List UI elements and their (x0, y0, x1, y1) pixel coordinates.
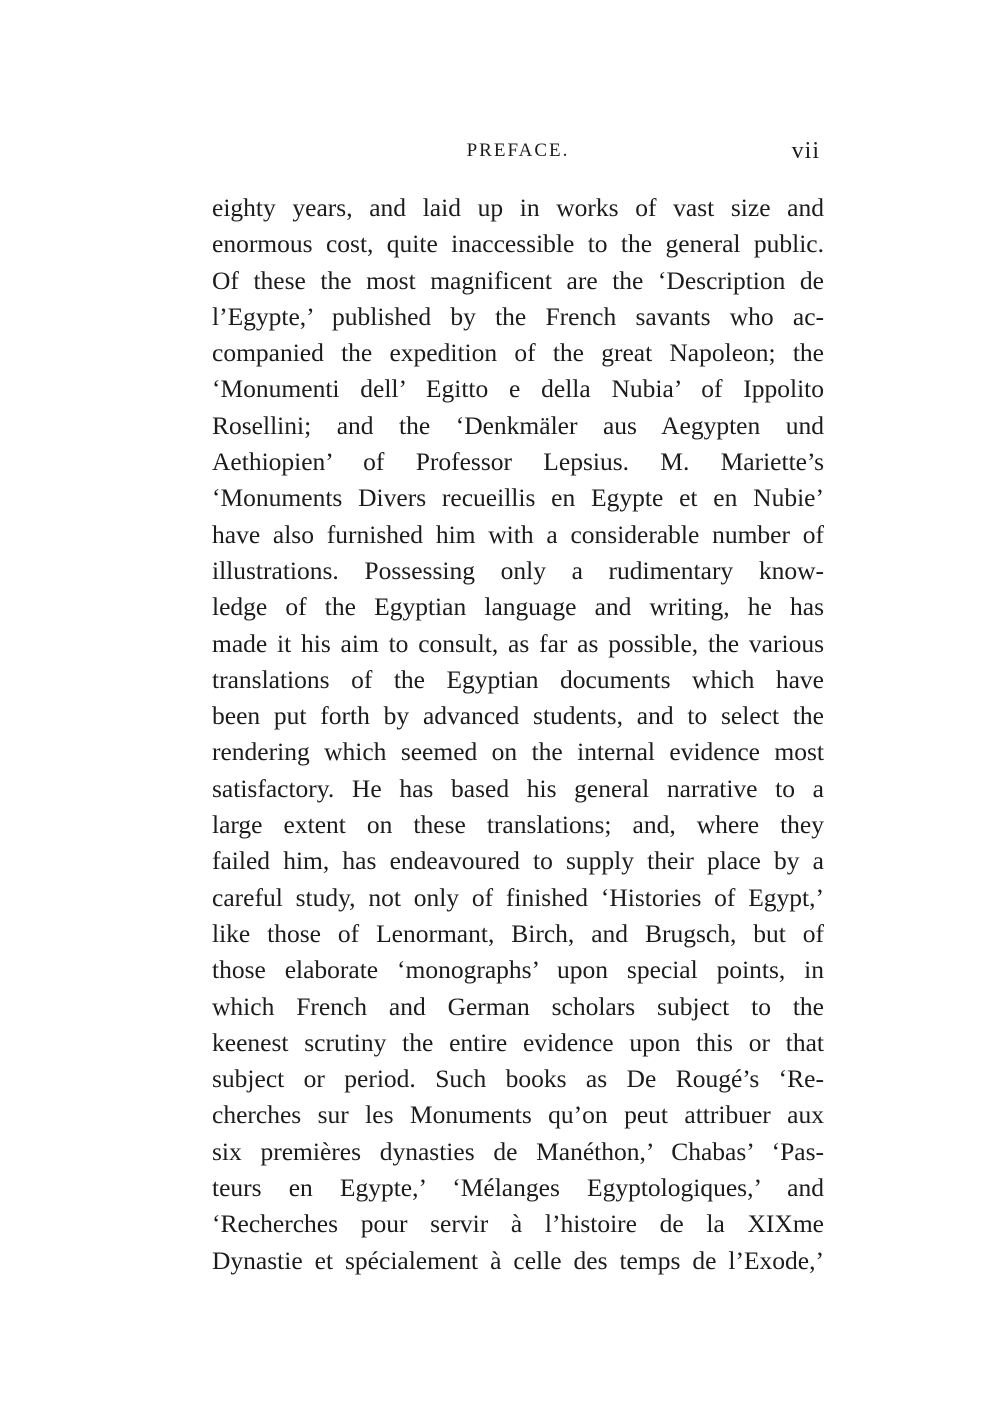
text-line: satisfactory. He has based his general narrative to a (212, 773, 824, 803)
body-text (212, 190, 824, 1279)
text-line: those elaborate ‘monographs’ upon special points, in (212, 955, 824, 985)
text-line: enormous cost, quite inaccessible to the general public. (212, 229, 824, 259)
text-line: large extent on these translations; and, where they (212, 810, 824, 840)
text-line: subject or period. Such books as De Rougé’s ‘Re- (212, 1064, 824, 1094)
text-line: l’Egypte,’ published by the French savants who ac- (212, 301, 824, 331)
running-head-title: PREFACE. (466, 140, 570, 161)
text-line: six premières dynasties de Manéthon,’ Chabas’ ‘Pas- (212, 1136, 824, 1166)
text-line: failed him, has endeavoured to supply their place by a (212, 846, 824, 876)
text-line: careful study, not only of finished ‘Histories of Egypt,’ (212, 882, 824, 912)
text-line: been put forth by advanced students, and to select the (212, 701, 824, 731)
text-line: cherches sur les Monuments qu’on peut attribuer aux (212, 1100, 824, 1130)
text-line: made it his aim to consult, as far as possible, the various (212, 628, 824, 658)
text-line: eighty years, and laid up in works of vast size and (212, 193, 824, 222)
text-line: Of these the most magnificent are the ‘Description de (212, 265, 824, 295)
text-line: ‘Monuments Divers recueillis en Egypte et en Nubie’ (212, 483, 824, 513)
text-line: Dynastie et spécialement à celle des temps de l’Exode,’ (212, 1245, 824, 1275)
running-head (212, 136, 824, 166)
text-line: have also furnished him with a considerable number of (212, 519, 824, 549)
text-line: rendering which seemed on the internal evidence most (212, 737, 824, 767)
text-line: ‘Recherches pour servir à l’histoire de la XIXme (212, 1209, 824, 1239)
text-line: Aethiopien’ of Professor Lepsius. M. Mariette’s (212, 447, 824, 477)
text-line: keenest scrutiny the entire evidence upon this or that (212, 1027, 824, 1057)
text-line: ‘Monumenti dell’ Egitto e della Nubia’ of Ippolito (212, 374, 824, 404)
text-line: which French and German scholars subject to the (212, 991, 824, 1021)
page-number: vii (791, 138, 820, 164)
text-line: companied the expedition of the great Napoleon; the (212, 338, 824, 368)
text-line: ledge of the Egyptian language and writing, he has (212, 592, 824, 622)
text-line: translations of the Egyptian documents which have (212, 664, 824, 694)
text-line: like those of Lenormant, Birch, and Brugsch, but of (212, 918, 824, 948)
text-line: Rosellini; and the ‘Denkmäler aus Aegypten und (212, 410, 824, 440)
text-line: illustrations. Possessing only a rudimentary know- (212, 555, 824, 585)
text-line: teurs en Egypte,’ ‘Mélanges Egyptologiques,’ and (212, 1173, 824, 1203)
